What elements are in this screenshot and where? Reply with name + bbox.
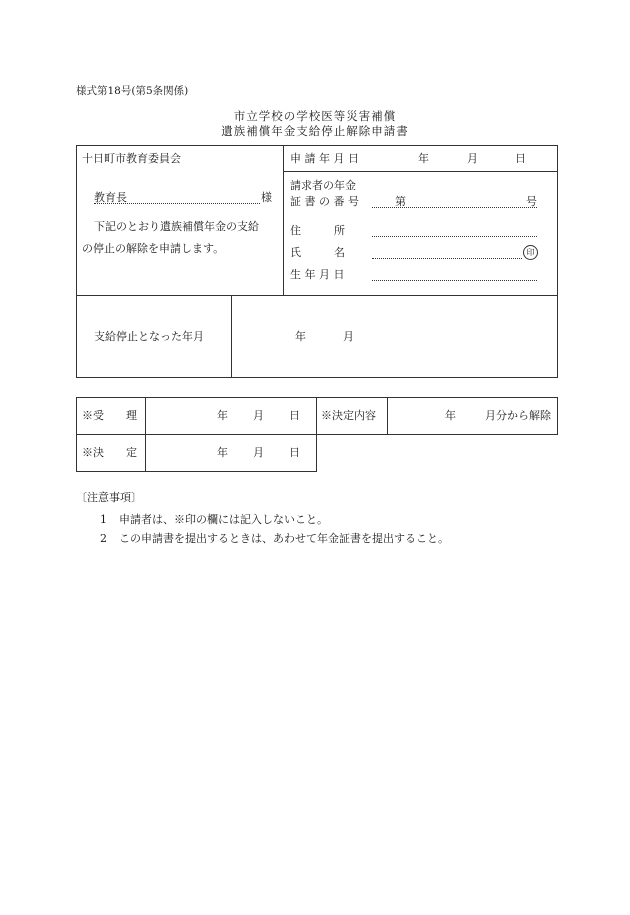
- received-day: 日: [289, 409, 300, 422]
- date-row-divider: [283, 171, 558, 172]
- recipient-name-field[interactable]: [94, 192, 260, 204]
- decided-day: 日: [289, 446, 300, 459]
- name-label: 氏 名: [290, 246, 345, 259]
- pension-cert-label-line1: 請求者の年金: [290, 179, 356, 192]
- addressee: 十日町市教育委員会: [82, 152, 181, 165]
- request-text-line1: 下記のとおり遺族補償年金の支給: [94, 220, 259, 233]
- received-label: ※受 理: [82, 409, 137, 422]
- notes-heading: 〔注意事項〕: [76, 491, 142, 504]
- recipient-title: 教育長: [94, 191, 127, 204]
- table-divider-top: [283, 145, 284, 295]
- office-divider-middle: [316, 397, 317, 435]
- table-divider-middle: [76, 295, 558, 296]
- address-label: 住 所: [290, 224, 345, 237]
- address-field[interactable]: [372, 225, 537, 237]
- decided-year: 年: [217, 446, 228, 459]
- received-year: 年: [217, 409, 228, 422]
- decided-month: 月: [253, 446, 264, 459]
- cert-prefix: 第: [395, 195, 406, 208]
- office-divider-decision: [387, 397, 388, 435]
- note-text: この申請書を提出するときは、あわせて年金証書を提出すること。: [119, 532, 449, 545]
- suspension-month[interactable]: 月: [343, 330, 354, 343]
- application-year[interactable]: 年: [418, 152, 429, 165]
- note-number: 2: [100, 532, 107, 545]
- pension-cert-label-line2: 証 書 の 番 号: [290, 195, 359, 208]
- birthdate-field[interactable]: [372, 269, 537, 281]
- suspension-year[interactable]: 年: [295, 330, 306, 343]
- decided-label: ※決 定: [82, 446, 137, 459]
- suspension-label: 支給停止となった年月: [94, 330, 204, 343]
- release-text: 月分から解除: [485, 409, 551, 422]
- form-title-line2: 遺族補償年金支給停止解除申請書: [221, 124, 409, 138]
- cert-suffix: 号: [526, 195, 537, 208]
- request-text-line2: の停止の解除を申請します。: [82, 242, 225, 255]
- application-date-label: 申 請 年 月 日: [290, 152, 359, 165]
- decision-content-label: ※決定内容: [321, 409, 376, 422]
- received-month: 月: [253, 409, 264, 422]
- note-number: 1: [100, 513, 107, 526]
- recipient-suffix: 様: [261, 191, 272, 204]
- form-title-line1: 市立学校の学校医等災害補償: [233, 109, 397, 123]
- application-day[interactable]: 日: [515, 152, 526, 165]
- name-field[interactable]: [372, 247, 522, 259]
- office-divider-label: [145, 397, 146, 472]
- application-month[interactable]: 月: [467, 152, 478, 165]
- note-text: 申請者は、※印の欄には記入しないこと。: [119, 513, 328, 526]
- decision-year: 年: [445, 409, 456, 422]
- form-number: 様式第18号(第5条関係): [76, 85, 189, 97]
- seal-mark: 印: [523, 245, 538, 260]
- birthdate-label: 生 年 月 日: [290, 268, 345, 281]
- table-divider-bottom: [231, 295, 232, 378]
